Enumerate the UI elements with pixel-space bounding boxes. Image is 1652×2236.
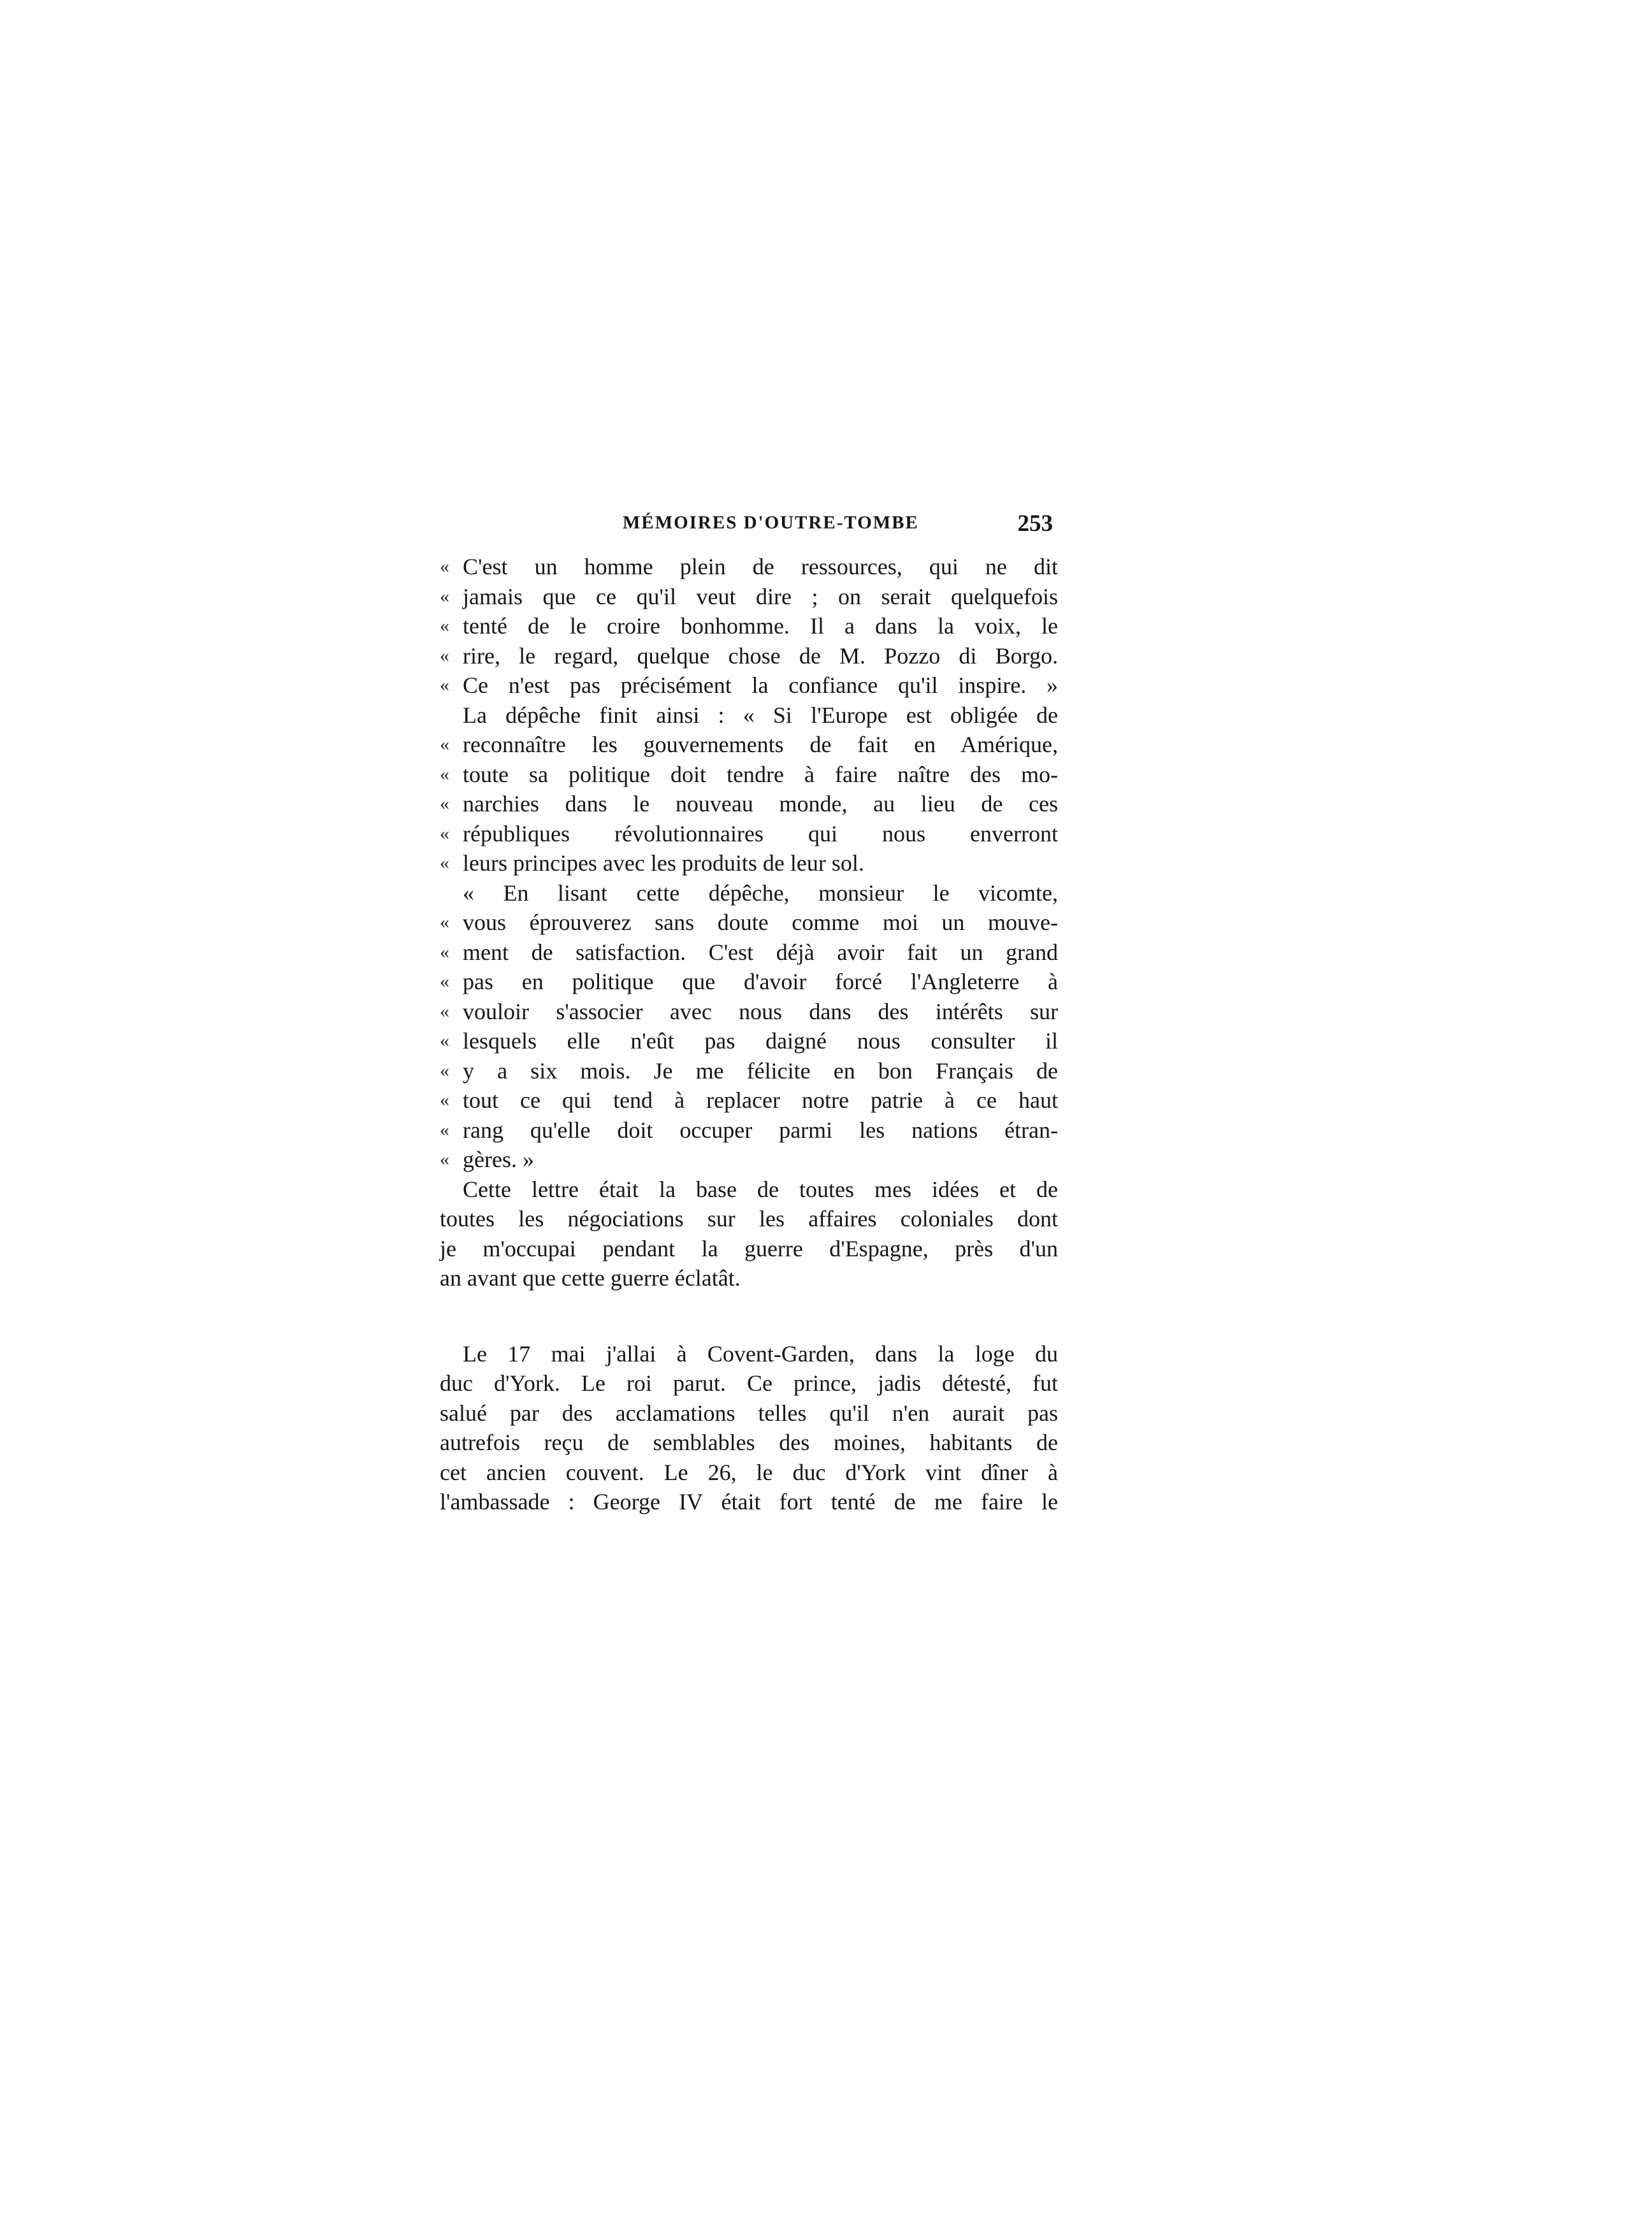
line-text: ment de satisfaction. C'est déjà avoir fait un grand bbox=[463, 939, 1058, 965]
text-line bbox=[440, 848, 1058, 878]
line-text: pas en politique que d'avoir forcé l'Angleterre à bbox=[463, 969, 1058, 994]
text-line bbox=[440, 1204, 1058, 1234]
line-text: rang qu'elle doit occuper parmi les nations étran- bbox=[463, 1117, 1058, 1143]
quote-mark: « bbox=[440, 911, 449, 933]
quote-mark: « bbox=[440, 585, 449, 607]
quote-mark: « bbox=[440, 644, 449, 666]
line-text: y a six mois. Je me félicite en bon Français de bbox=[463, 1057, 1058, 1084]
text-line bbox=[440, 671, 1058, 701]
line-text: républiques révolutionnaires qui nous enverront bbox=[463, 820, 1058, 846]
line-text: rire, le regard, quelque chose de M. Pozzo di Borgo. bbox=[463, 642, 1058, 669]
text-line bbox=[440, 967, 1058, 997]
quote-mark: « bbox=[440, 734, 449, 755]
text-line bbox=[440, 908, 1058, 938]
text-line bbox=[440, 1234, 1058, 1264]
line-text: Ce n'est pas précisément la confiance qu'il inspire. » bbox=[463, 672, 1058, 698]
text-line bbox=[440, 582, 1058, 612]
quote-mark: « bbox=[440, 1059, 449, 1081]
text-line bbox=[440, 1398, 1058, 1428]
quote-mark: « bbox=[440, 1089, 449, 1110]
text-line bbox=[440, 1458, 1058, 1488]
line-text: vouloir s'associer avec nous dans des intérêts sur bbox=[463, 998, 1058, 1024]
quote-mark: « bbox=[440, 971, 449, 992]
quote-mark: « bbox=[440, 763, 449, 785]
line-text: « En lisant cette dépêche, monsieur le vicomte, bbox=[463, 880, 1058, 906]
text-line bbox=[440, 641, 1058, 671]
line-text: an avant que cette guerre éclatât. bbox=[440, 1265, 741, 1291]
line-text: toute sa politique doit tendre à faire naître des mo- bbox=[463, 761, 1058, 787]
text-line bbox=[440, 1263, 1058, 1293]
line-text: autrefois reçu de semblables des moines, habitants de bbox=[440, 1430, 1058, 1455]
text-line bbox=[440, 997, 1058, 1027]
line-text: salué par des acclamations telles qu'il n'en aurait pas bbox=[440, 1400, 1058, 1426]
text-line bbox=[440, 819, 1058, 849]
text-line bbox=[440, 701, 1058, 730]
quote-mark: « bbox=[440, 1000, 449, 1022]
line-text: La dépêche finit ainsi : « Si l'Europe est obligée de bbox=[463, 702, 1058, 728]
line-text: toutes les négociations sur les affaires coloniales dont bbox=[440, 1206, 1058, 1231]
line-text: je m'occupai pendant la guerre d'Espagne, près d'un bbox=[440, 1235, 1058, 1261]
line-text: narchies dans le nouveau monde, au lieu de ces bbox=[463, 791, 1058, 817]
line-text: duc d'York. Le roi parut. Ce prince, jadis détesté, fut bbox=[440, 1370, 1058, 1396]
line-text: tenté de le croire bonhomme. Il a dans la voix, le bbox=[463, 613, 1058, 639]
line-text: C'est un homme plein de ressources, qui ne dit bbox=[463, 554, 1058, 579]
quote-mark: « bbox=[440, 1119, 449, 1140]
text-line bbox=[440, 1026, 1058, 1056]
text-line bbox=[440, 789, 1058, 819]
text-line bbox=[440, 1145, 1058, 1175]
text-block bbox=[440, 510, 1058, 1517]
text-line bbox=[440, 1115, 1058, 1145]
quote-mark: « bbox=[440, 852, 449, 873]
text-line bbox=[440, 1175, 1058, 1205]
quote-mark: « bbox=[440, 941, 449, 962]
text-line bbox=[440, 1056, 1058, 1086]
line-text: lesquels elle n'eût pas daigné nous consulter il bbox=[463, 1028, 1058, 1054]
line-text: jamais que ce qu'il veut dire ; on serait quelquefois bbox=[463, 583, 1058, 609]
line-text: gères. » bbox=[463, 1147, 534, 1172]
text-line bbox=[440, 611, 1058, 641]
line-text: cet ancien couvent. Le 26, le duc d'York vint dîner à bbox=[440, 1459, 1058, 1485]
quote-mark: « bbox=[440, 822, 449, 844]
paragraph-gap bbox=[440, 1293, 1058, 1339]
text-line bbox=[440, 878, 1058, 908]
quote-mark: « bbox=[440, 1030, 449, 1051]
text-line bbox=[440, 760, 1058, 790]
quote-mark: « bbox=[440, 1149, 449, 1170]
line-text: reconnaître les gouvernements de fait en Amérique, bbox=[463, 732, 1058, 757]
quote-mark: « bbox=[440, 615, 449, 636]
quote-mark: « bbox=[440, 793, 449, 814]
text-line bbox=[440, 1368, 1058, 1398]
page-number: 253 bbox=[1017, 511, 1053, 537]
quote-mark: « bbox=[440, 674, 449, 695]
quote-mark: « bbox=[440, 556, 449, 577]
text-line bbox=[440, 1487, 1058, 1517]
running-title: MÉMOIRES D'OUTRE-TOMBE bbox=[623, 512, 919, 533]
text-line bbox=[440, 730, 1058, 760]
line-text: tout ce qui tend à replacer notre patrie à ce haut bbox=[463, 1087, 1058, 1113]
text-line bbox=[440, 1428, 1058, 1458]
line-text: leurs principes avec les produits de leur sol. bbox=[463, 850, 864, 876]
text-line bbox=[440, 938, 1058, 968]
text-line bbox=[440, 1339, 1058, 1369]
text-line bbox=[440, 552, 1058, 582]
text-line bbox=[440, 1085, 1058, 1115]
running-head bbox=[440, 510, 1058, 546]
line-text: l'ambassade : George IV était fort tenté de me faire le bbox=[440, 1489, 1058, 1514]
line-text: vous éprouverez sans doute comme moi un mouve- bbox=[463, 910, 1058, 935]
line-text: Le 17 mai j'allai à Covent-Garden, dans la loge du bbox=[463, 1340, 1058, 1367]
line-text: Cette lettre était la base de toutes mes idées et de bbox=[463, 1176, 1058, 1202]
